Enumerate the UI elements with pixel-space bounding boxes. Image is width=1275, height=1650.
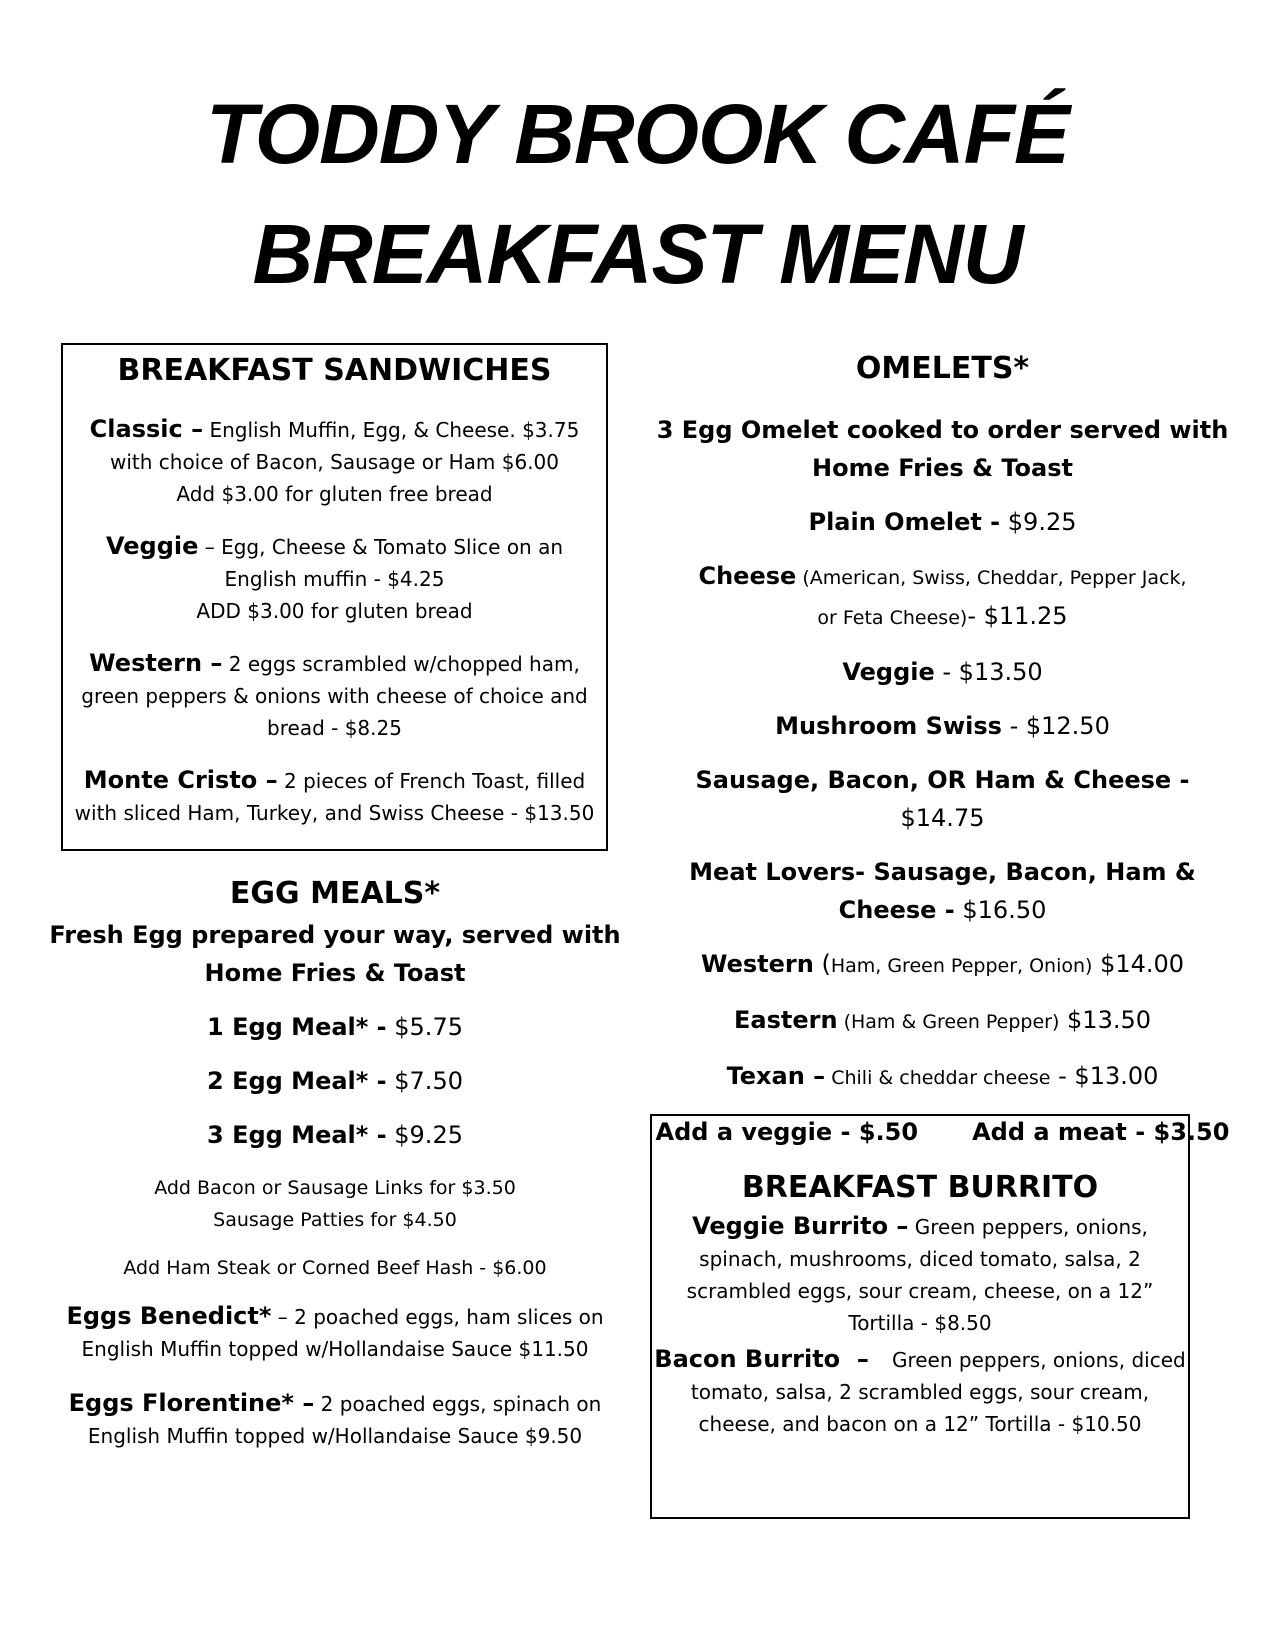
omelet-texan-price: - $13.00 (1050, 1062, 1159, 1090)
sandwich-veggie-desc: – Egg, Cheese & Tomato Slice on an (198, 535, 564, 559)
sandwich-veggie-line2: English muffin - $4.25 (224, 567, 445, 591)
omelet-sbh-price: $14.75 (900, 804, 985, 832)
omelet-veggie-price: - $13.50 (934, 658, 1043, 686)
egg-meal-2-price: $7.50 (386, 1067, 463, 1095)
eggs-florentine-line2: English Muffin topped w/Hollandaise Sauce $9.50 (87, 1424, 583, 1448)
omelet-sausage-bacon-ham (650, 761, 1235, 837)
omelet-texan (650, 1057, 1235, 1097)
egg-meal-1-name: 1 Egg Meal* - (207, 1013, 387, 1041)
egg-meal-3-price: $9.25 (386, 1121, 463, 1149)
omelets-heading: OMELETS* (855, 351, 1030, 386)
burrito-bacon-dash: – (840, 1345, 886, 1373)
eggs-florentine-desc: 2 poached eggs, spinach on (314, 1392, 602, 1416)
sandwich-classic-desc: English Muffin, Egg, & Cheese. $3.75 (203, 418, 580, 442)
omelet-add-veggie: Add a veggie - $.50 (655, 1118, 919, 1146)
omelet-texan-name: Texan – (726, 1062, 826, 1090)
sandwich-western-desc: 2 eggs scrambled w/chopped ham, (222, 652, 580, 676)
egg-addon-patties: Sausage Patties for $4.50 (213, 1209, 457, 1231)
egg-meals-section (40, 872, 630, 1452)
egg-meals-intro-line1: Fresh Egg prepared your way, served with (49, 921, 621, 949)
burrito-section (650, 1114, 1190, 1519)
omelet-eastern-desc: (Ham & Green Pepper) (837, 1011, 1060, 1033)
sandwiches-section (61, 343, 608, 851)
omelet-plain (650, 503, 1235, 541)
egg-addon-ham: Add Ham Steak or Corned Beef Hash - $6.00 (123, 1257, 547, 1279)
omelet-plain-name: Plain Omelet - (808, 508, 1001, 536)
egg-meal-1 (40, 1008, 630, 1046)
omelet-texan-desc: Chili & cheddar cheese (825, 1067, 1051, 1089)
burrito-bacon-name: Bacon Burrito (654, 1345, 841, 1373)
omelets-intro-line2: Home Fries & Toast (812, 454, 1073, 482)
omelet-veggie-name: Veggie (842, 658, 935, 686)
eggs-benedict-line2: English Muffin topped w/Hollandaise Sauce $11.50 (81, 1337, 589, 1361)
sandwich-western-name: Western – (89, 649, 223, 677)
sandwich-western-line3: bread - $8.25 (267, 716, 402, 740)
egg-meal-3-name: 3 Egg Meal* - (207, 1121, 387, 1149)
omelet-plain-price: $9.25 (1000, 508, 1077, 536)
omelet-mushroom-price: - $12.50 (1001, 712, 1110, 740)
omelet-eastern-name: Eastern (733, 1006, 838, 1034)
sandwich-classic (63, 413, 606, 510)
omelet-cheese-name: Cheese (698, 562, 797, 590)
sandwich-classic-name: Classic – (89, 415, 204, 443)
omelet-western-desc: Ham, Green Pepper, Onion) (830, 955, 1093, 977)
sandwich-veggie (63, 530, 606, 627)
omelet-meat-lovers (650, 853, 1235, 929)
burrito-heading: BREAKFAST BURRITO (741, 1170, 1099, 1205)
eggs-benedict-desc: – 2 poached eggs, ham slices on (271, 1305, 604, 1329)
omelet-mushroom-swiss (650, 707, 1235, 745)
burrito-veggie (652, 1210, 1188, 1339)
sandwich-classic-line3: Add $3.00 for gluten free bread (176, 482, 493, 506)
burrito-bacon-line2: tomato, salsa, 2 scrambled eggs, sour cream, (690, 1380, 1150, 1404)
burrito-veggie-line2: spinach, mushrooms, diced tomato, salsa, 2 (699, 1247, 1141, 1271)
omelet-cheese-desc: (American, Swiss, Cheddar, Pepper Jack, (796, 567, 1187, 589)
burrito-bacon-line3: cheese, and bacon on a 12” Tortilla - $10.50 (698, 1412, 1142, 1436)
sandwich-veggie-line3: ADD $3.00 for gluten bread (196, 599, 473, 623)
egg-meals-heading: EGG MEALS* (229, 876, 441, 911)
menu-title-line2: BREAKFAST MENU (252, 207, 1023, 301)
egg-meal-3 (40, 1116, 630, 1154)
omelet-eastern-price: $13.50 (1059, 1006, 1152, 1034)
omelet-add-meat: Add a meat - $3.50 (972, 1118, 1230, 1146)
omelet-western-paren: ( (813, 950, 831, 978)
omelets-intro-line1: 3 Egg Omelet cooked to order served with (656, 416, 1229, 444)
burrito-veggie-desc: Green peppers, onions, (908, 1215, 1148, 1239)
burrito-veggie-line4: Tortilla - $8.50 (848, 1311, 992, 1335)
sandwich-monte-cristo (63, 764, 606, 829)
omelet-eastern (650, 1001, 1235, 1041)
burrito-bacon (652, 1343, 1188, 1440)
omelet-meatlovers-line1: Meat Lovers- Sausage, Bacon, Ham & (689, 858, 1196, 886)
sandwich-monte-line2: with sliced Ham, Turkey, and Swiss Cheese - $13.50 (74, 801, 595, 825)
sandwich-monte-name: Monte Cristo – (83, 766, 278, 794)
omelet-sbh-name: Sausage, Bacon, OR Ham & Cheese - (695, 766, 1190, 794)
eggs-florentine (40, 1387, 630, 1452)
sandwich-western-line2: green peppers & onions with cheese of choice and (81, 684, 588, 708)
omelet-cheese-price: - $11.25 (967, 602, 1068, 630)
omelet-veggie (650, 653, 1235, 691)
sandwich-monte-desc: 2 pieces of French Toast, filled (277, 769, 586, 793)
omelet-meatlovers-name2: Cheese - (838, 896, 955, 924)
egg-addon-bacon: Add Bacon or Sausage Links for $3.50 (154, 1177, 516, 1199)
burrito-veggie-line3: scrambled eggs, sour cream, cheese, on a 12” (686, 1279, 1154, 1303)
omelet-mushroom-name: Mushroom Swiss (775, 712, 1002, 740)
egg-meal-2-name: 2 Egg Meal* - (207, 1067, 387, 1095)
eggs-florentine-name: Eggs Florentine* – (68, 1389, 315, 1417)
omelet-cheese (650, 557, 1235, 637)
eggs-benedict-name: Eggs Benedict* (66, 1302, 272, 1330)
omelet-cheese-line2: or Feta Cheese) (817, 607, 968, 629)
egg-meal-2 (40, 1062, 630, 1100)
egg-meal-1-price: $5.75 (386, 1013, 463, 1041)
omelet-western-price: $14.00 (1092, 950, 1185, 978)
sandwich-veggie-name: Veggie (105, 532, 199, 560)
omelets-section (650, 347, 1235, 1151)
sandwich-western (63, 647, 606, 744)
menu-title-line1: TODDY BROOK CAFÉ (206, 87, 1069, 181)
sandwich-classic-line2: with choice of Bacon, Sausage or Ham $6.00 (109, 450, 559, 474)
egg-meals-intro-line2: Home Fries & Toast (204, 959, 466, 987)
sandwiches-heading: BREAKFAST SANDWICHES (117, 353, 552, 388)
eggs-benedict (40, 1300, 630, 1365)
omelet-western (650, 945, 1235, 985)
omelet-western-name: Western (700, 950, 814, 978)
omelet-meatlovers-price: $16.50 (954, 896, 1047, 924)
burrito-bacon-desc: Green peppers, onions, diced (885, 1348, 1186, 1372)
burrito-veggie-name: Veggie Burrito – (692, 1212, 909, 1240)
